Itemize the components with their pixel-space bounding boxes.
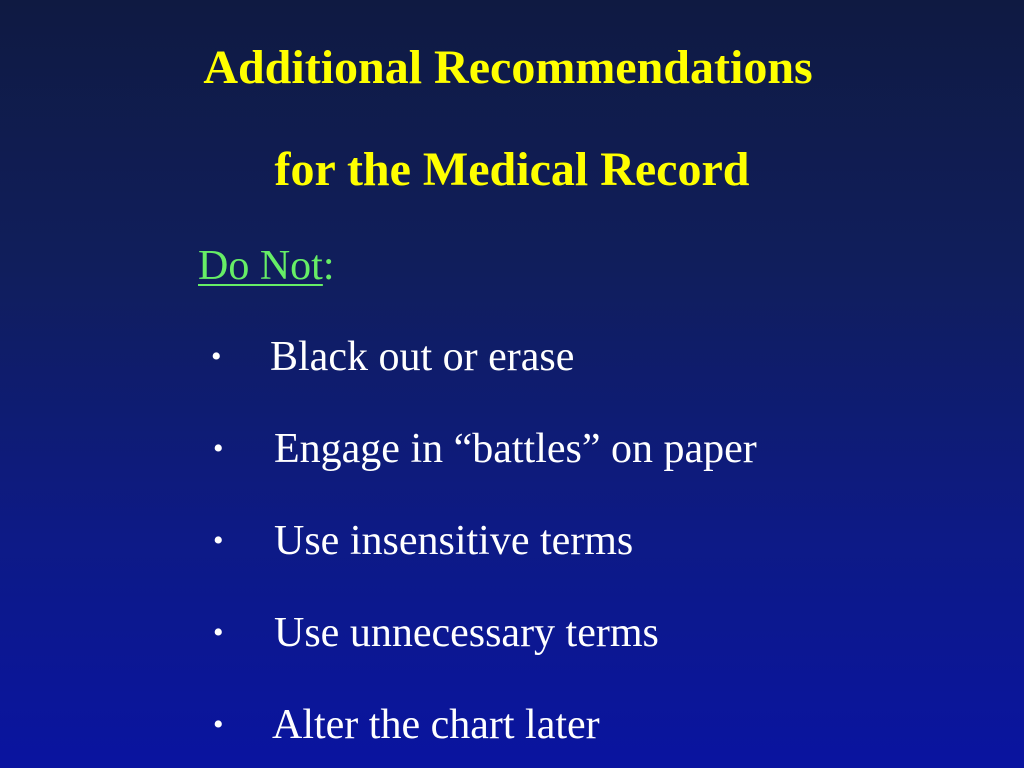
bullet-icon: • — [213, 616, 224, 649]
bullet-text: Use insensitive terms — [274, 518, 634, 564]
bullet-text: Engage in “battles” on paper — [274, 426, 757, 472]
slide-title-line-1: Additional Recommendations — [203, 41, 813, 94]
bullet-text: Alter the chart later — [272, 702, 600, 748]
bullet-icon: • — [213, 708, 224, 741]
bullet-text: Use unnecessary terms — [274, 610, 659, 656]
bullet-icon: • — [213, 432, 224, 465]
do-not-link[interactable]: Do Not — [198, 243, 323, 289]
bullet-text: Black out or erase — [270, 334, 575, 380]
section-heading-colon: : — [322, 243, 335, 289]
slide-title-line-2: for the Medical Record — [274, 143, 750, 196]
bullet-icon: • — [211, 340, 222, 373]
bullet-icon: • — [213, 524, 224, 557]
